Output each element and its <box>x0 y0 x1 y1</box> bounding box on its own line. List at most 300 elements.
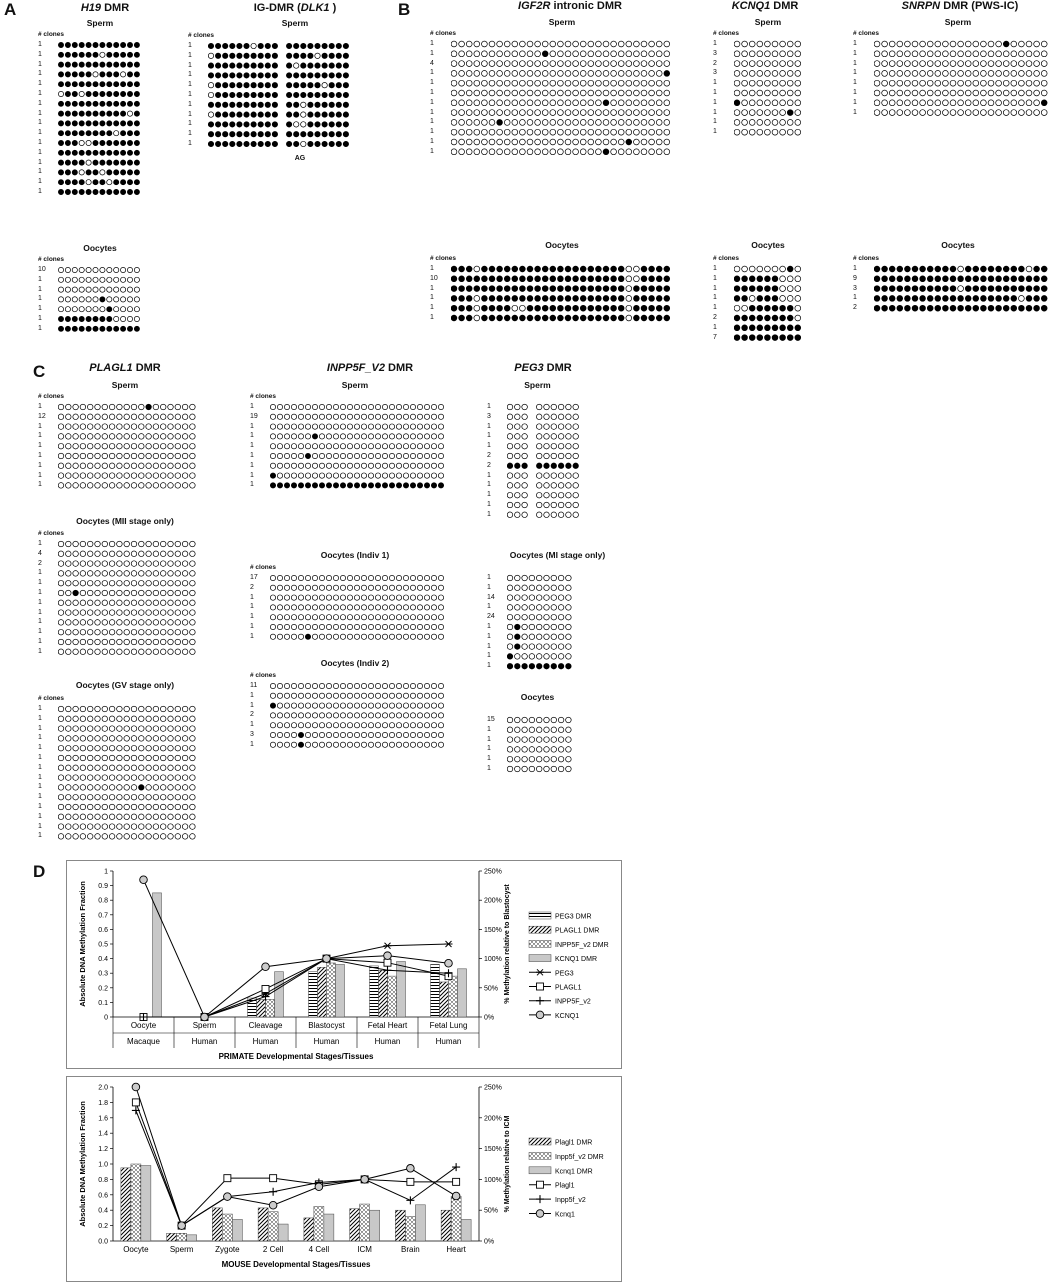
cpg-site <box>544 644 550 650</box>
cpg-site <box>565 41 571 47</box>
cpg-site <box>347 683 352 688</box>
cpg-site <box>459 286 465 292</box>
cpg-site <box>87 551 93 557</box>
cpg-site <box>319 404 324 409</box>
cpg-site <box>897 266 903 272</box>
cpg-site <box>175 716 181 722</box>
cpg-site <box>734 51 740 57</box>
cpg-site <box>459 276 465 282</box>
cpg-site <box>73 726 79 732</box>
cpg-site <box>927 80 933 86</box>
cpg-site <box>277 605 282 610</box>
plagl1-gv-clone-count: 1 <box>38 724 42 732</box>
cpg-site <box>190 434 196 440</box>
cpg-site <box>333 732 338 737</box>
cpg-site <box>153 404 159 410</box>
cpg-site <box>389 473 394 478</box>
cpg-site <box>551 727 557 733</box>
cpg-site <box>102 453 108 459</box>
cpg-site <box>265 53 270 58</box>
inpp5f-indiv1-dot-grid <box>270 574 449 645</box>
cpg-site <box>795 325 801 331</box>
cpg-site <box>312 473 317 478</box>
cpg-site <box>153 706 159 712</box>
cpg-site <box>124 639 130 645</box>
cpg-site <box>973 90 979 96</box>
cpg-site <box>375 732 380 737</box>
cpg-site <box>107 52 112 57</box>
cpg-site <box>529 585 535 591</box>
cpg-site <box>573 305 579 311</box>
cpg-site <box>482 120 488 126</box>
cpg-site <box>375 615 380 620</box>
cpg-site <box>93 267 98 272</box>
cpg-site <box>347 473 352 478</box>
cpg-site <box>272 43 277 48</box>
cpg-site <box>308 53 313 58</box>
cpg-site <box>354 444 359 449</box>
cpg-site <box>566 614 572 620</box>
cpg-site <box>322 102 327 107</box>
cpg-site <box>102 561 108 567</box>
cpg-site <box>882 71 888 77</box>
bar <box>405 1216 415 1241</box>
cpg-site <box>87 590 93 596</box>
cpg-site <box>134 62 139 67</box>
cpg-site <box>73 814 79 820</box>
cpg-site <box>124 453 130 459</box>
cpg-site <box>58 649 64 655</box>
cpg-site <box>757 100 763 106</box>
cpg-site <box>544 404 550 410</box>
cpg-site <box>153 600 159 606</box>
cpg-site <box>58 316 63 321</box>
cpg-site <box>301 43 306 48</box>
cpg-site <box>550 71 556 77</box>
cpg-site <box>566 424 572 430</box>
cpg-site <box>527 71 533 77</box>
cpg-site <box>489 286 495 292</box>
cpg-site <box>95 404 101 410</box>
cpg-site <box>340 404 345 409</box>
cpg-site <box>182 649 188 655</box>
cpg-site <box>258 122 263 127</box>
cpg-site <box>72 150 77 155</box>
plagl1-mii-clone-count: 4 <box>38 549 42 557</box>
cpg-site <box>343 73 348 78</box>
cpg-site <box>742 276 748 282</box>
cpg-site <box>95 629 101 635</box>
cpg-site <box>573 286 579 292</box>
cpg-site <box>333 473 338 478</box>
cpg-site <box>291 444 296 449</box>
cpg-site <box>72 180 77 185</box>
cpg-site <box>319 595 324 600</box>
cpg-site <box>474 110 480 116</box>
bar <box>266 999 275 1017</box>
cpg-site <box>270 703 275 708</box>
cpg-site <box>114 42 119 47</box>
cpg-site <box>749 335 755 341</box>
cpg-site <box>1026 296 1032 302</box>
cpg-site <box>641 315 647 321</box>
cpg-site <box>223 43 228 48</box>
igdmr-sperm-clone-count: 1 <box>188 120 192 128</box>
cpg-site <box>515 424 521 430</box>
cpg-site <box>1019 41 1025 47</box>
cpg-site <box>58 52 63 57</box>
cpg-site <box>326 624 331 629</box>
cpg-site <box>58 140 63 145</box>
cpg-site <box>319 723 324 728</box>
cpg-site <box>656 41 662 47</box>
cpg-site <box>515 663 521 669</box>
cpg-site <box>512 90 518 96</box>
h19-oocytes-label: Oocytes <box>83 243 117 253</box>
peg3-mi-clone-count: 1 <box>487 662 491 670</box>
cpg-site <box>58 794 64 800</box>
cpg-site <box>117 765 123 771</box>
cpg-site <box>58 131 63 136</box>
cpg-site <box>410 575 415 580</box>
cpg-site <box>515 404 521 410</box>
cpg-site <box>326 683 331 688</box>
cpg-site <box>981 90 987 96</box>
cpg-site <box>451 110 457 116</box>
cpg-site <box>117 453 123 459</box>
cpg-site <box>504 305 510 311</box>
cpg-site <box>308 92 313 97</box>
cpg-site <box>920 305 926 311</box>
cpg-site <box>131 571 137 577</box>
cpg-site <box>1041 276 1047 282</box>
cpg-site <box>270 585 275 590</box>
cpg-site <box>258 53 263 58</box>
cpg-site <box>988 286 994 292</box>
cpg-site <box>117 434 123 440</box>
cpg-site <box>326 703 331 708</box>
cpg-site <box>58 629 64 635</box>
cpg-site <box>536 483 542 489</box>
cpg-site <box>522 512 528 518</box>
cpg-site <box>272 53 277 58</box>
cpg-site <box>86 180 91 185</box>
peg3-mi-clone-count: 1 <box>487 652 491 660</box>
cpg-site <box>65 91 70 96</box>
cpg-site <box>312 483 317 488</box>
legend-label: Inpp5f_v2 DMR <box>555 1153 604 1161</box>
cpg-site <box>168 551 174 557</box>
cpg-site <box>107 267 112 272</box>
cpg-site <box>965 110 971 116</box>
cpg-site <box>315 132 320 137</box>
igf2r-oocytes-clone-count: 1 <box>430 304 434 312</box>
cpg-site <box>319 434 324 439</box>
cpg-site <box>649 51 655 57</box>
cpg-site <box>315 53 320 58</box>
cpg-site <box>153 443 159 449</box>
h19-sperm-clone-count: 1 <box>38 60 42 68</box>
cpg-site <box>417 424 422 429</box>
legend-label: PEG3 DMR <box>555 913 592 921</box>
cpg-site <box>58 160 63 165</box>
cpg-site <box>795 305 801 311</box>
cpg-site <box>550 100 556 106</box>
cpg-site <box>333 575 338 580</box>
cpg-site <box>889 51 895 57</box>
cpg-site <box>996 80 1002 86</box>
cpg-site <box>102 600 108 606</box>
cpg-site <box>58 463 64 469</box>
cpg-site <box>72 287 77 292</box>
plagl1-sperm-clone-count: 1 <box>38 432 42 440</box>
cpg-site <box>72 297 77 302</box>
cpg-site <box>146 600 152 606</box>
cpg-site <box>507 585 513 591</box>
cpg-site <box>749 71 755 77</box>
peg3-mi-label: Oocytes (MI stage only) <box>509 550 606 560</box>
cpg-site <box>765 100 771 106</box>
cpg-site <box>527 286 533 292</box>
cpg-site <box>389 624 394 629</box>
plagl1-gv-label: Oocytes (GV stage only) <box>75 680 175 690</box>
cpg-site <box>139 765 145 771</box>
cpg-site <box>626 305 632 311</box>
cpg-site <box>58 101 63 106</box>
cpg-site <box>551 453 557 459</box>
cpg-site <box>298 624 303 629</box>
cpg-site <box>336 43 341 48</box>
cpg-site <box>529 634 535 640</box>
cpg-site <box>182 561 188 567</box>
h19-sperm-clone-count: 1 <box>38 99 42 107</box>
cpg-site <box>497 110 503 116</box>
cpg-site <box>66 483 72 489</box>
cpg-site <box>308 63 313 68</box>
cpg-site <box>336 102 341 107</box>
cpg-site <box>466 149 472 155</box>
cpg-site <box>298 463 303 468</box>
cpg-site <box>139 551 145 557</box>
cpg-site <box>417 703 422 708</box>
cpg-site <box>749 315 755 321</box>
cpg-site <box>527 80 533 86</box>
cpg-site <box>482 71 488 77</box>
cpg-site <box>72 131 77 136</box>
cpg-site <box>347 634 352 639</box>
cpg-site <box>117 443 123 449</box>
cpg-site <box>120 160 125 165</box>
cpg-site <box>298 742 303 747</box>
cpg-site <box>417 683 422 688</box>
cpg-site <box>536 727 542 733</box>
cpg-site <box>626 71 632 77</box>
h19-sperm-clone-count: 1 <box>38 70 42 78</box>
cpg-site <box>1034 100 1040 106</box>
cpg-site <box>772 129 778 135</box>
bar <box>461 1219 471 1241</box>
cpg-site <box>301 141 306 146</box>
cpg-site <box>542 120 548 126</box>
cpg-site <box>565 51 571 57</box>
cpg-site <box>153 824 159 830</box>
cpg-site <box>403 723 408 728</box>
cpg-site <box>515 512 521 518</box>
cpg-site <box>100 101 105 106</box>
cpg-site <box>618 110 624 116</box>
cpg-site <box>308 43 313 48</box>
line-marker <box>224 1175 231 1182</box>
cpg-site <box>190 824 196 830</box>
bar <box>360 1204 370 1241</box>
cpg-site <box>897 110 903 116</box>
cpg-site <box>507 483 513 489</box>
cpg-site <box>336 83 341 88</box>
cpg-site <box>489 266 495 272</box>
cpg-site <box>333 624 338 629</box>
cpg-site <box>354 404 359 409</box>
cpg-site <box>343 141 348 146</box>
cpg-site <box>424 414 429 419</box>
cpg-site <box>664 100 670 106</box>
cpg-site <box>340 615 345 620</box>
cpg-site <box>80 414 86 420</box>
cpg-site <box>305 605 310 610</box>
cpg-site <box>117 785 123 791</box>
cpg-site <box>153 785 159 791</box>
cpg-site <box>153 834 159 840</box>
cpg-site <box>305 693 310 698</box>
cpg-site <box>305 615 310 620</box>
cpg-site <box>588 71 594 77</box>
cpg-site <box>451 71 457 77</box>
cpg-site <box>102 706 108 712</box>
cpg-site <box>787 120 793 126</box>
cpg-site <box>573 100 579 106</box>
cpg-site <box>656 71 662 77</box>
cpg-site <box>190 610 196 616</box>
cpg-site <box>529 644 535 650</box>
cpg-site <box>333 595 338 600</box>
cpg-site <box>58 736 64 742</box>
cpg-site <box>326 742 331 747</box>
cpg-site <box>558 727 564 733</box>
cpg-site <box>573 424 579 430</box>
cpg-site <box>749 41 755 47</box>
cpg-site <box>354 483 359 488</box>
cpg-site <box>558 473 564 479</box>
cpg-site <box>504 90 510 96</box>
cpg-site <box>897 286 903 292</box>
cpg-site <box>874 296 880 302</box>
cpg-site <box>382 703 387 708</box>
cpg-site <box>117 561 123 567</box>
cpg-site <box>573 404 579 410</box>
cpg-site <box>182 824 188 830</box>
cpg-site <box>507 614 513 620</box>
cpg-site <box>80 716 86 722</box>
cpg-site <box>515 502 521 508</box>
cpg-site <box>72 52 77 57</box>
cpg-site <box>626 266 632 272</box>
cpg-site <box>410 463 415 468</box>
cpg-site <box>65 160 70 165</box>
cpg-site <box>749 286 755 292</box>
cpg-site <box>175 814 181 820</box>
cpg-site <box>347 414 352 419</box>
cpg-site <box>258 141 263 146</box>
line-marker <box>132 1106 140 1114</box>
cpg-site <box>965 100 971 106</box>
cpg-site <box>73 443 79 449</box>
igdmr-sperm-dot-grid <box>208 42 354 152</box>
cpg-site <box>389 615 394 620</box>
cpg-site <box>565 110 571 116</box>
cpg-site <box>100 316 105 321</box>
cpg-site <box>515 473 521 479</box>
cpg-site <box>284 483 289 488</box>
cpg-site <box>656 296 662 302</box>
cpg-site <box>795 315 801 321</box>
cpg-site <box>333 404 338 409</box>
cpg-site <box>626 90 632 96</box>
cpg-site <box>127 91 132 96</box>
cpg-site <box>139 610 145 616</box>
cpg-site <box>943 90 949 96</box>
cpg-site <box>117 794 123 800</box>
kcnq1-sperm-clone-count: 3 <box>713 49 717 57</box>
cpg-site <box>301 112 306 117</box>
cpg-site <box>102 434 108 440</box>
y2-tick-label: 200% <box>484 1115 502 1123</box>
cpg-site <box>134 52 139 57</box>
cpg-site <box>573 120 579 126</box>
cpg-site <box>522 414 528 420</box>
cpg-site <box>535 305 541 311</box>
cpg-site <box>284 434 289 439</box>
cpg-site <box>146 629 152 635</box>
cpg-site <box>566 663 572 669</box>
snrpn-title: SNRPN DMR (PWS-IC) <box>901 0 1019 12</box>
cpg-site <box>389 414 394 419</box>
cpg-site <box>305 703 310 708</box>
cpg-site <box>102 541 108 547</box>
cpg-site <box>507 654 513 660</box>
cpg-site <box>109 473 115 479</box>
cpg-site <box>134 287 139 292</box>
cpg-site <box>474 41 480 47</box>
cpg-site <box>507 453 513 459</box>
peg3-oocytes-clone-count: 1 <box>487 755 491 763</box>
cpg-site <box>270 742 275 747</box>
cpg-site <box>127 297 132 302</box>
cpg-site <box>417 742 422 747</box>
cpg-site <box>772 41 778 47</box>
cpg-site <box>124 804 130 810</box>
cpg-site <box>551 614 557 620</box>
cpg-site <box>117 463 123 469</box>
cpg-site <box>107 277 112 282</box>
cpg-site <box>656 149 662 155</box>
cpg-site <box>291 693 296 698</box>
cpg-site <box>535 139 541 145</box>
cpg-site <box>95 755 101 761</box>
cpg-site <box>958 71 964 77</box>
cpg-site <box>656 120 662 126</box>
cpg-site <box>134 170 139 175</box>
cpg-site <box>520 276 526 282</box>
cpg-site <box>139 443 145 449</box>
